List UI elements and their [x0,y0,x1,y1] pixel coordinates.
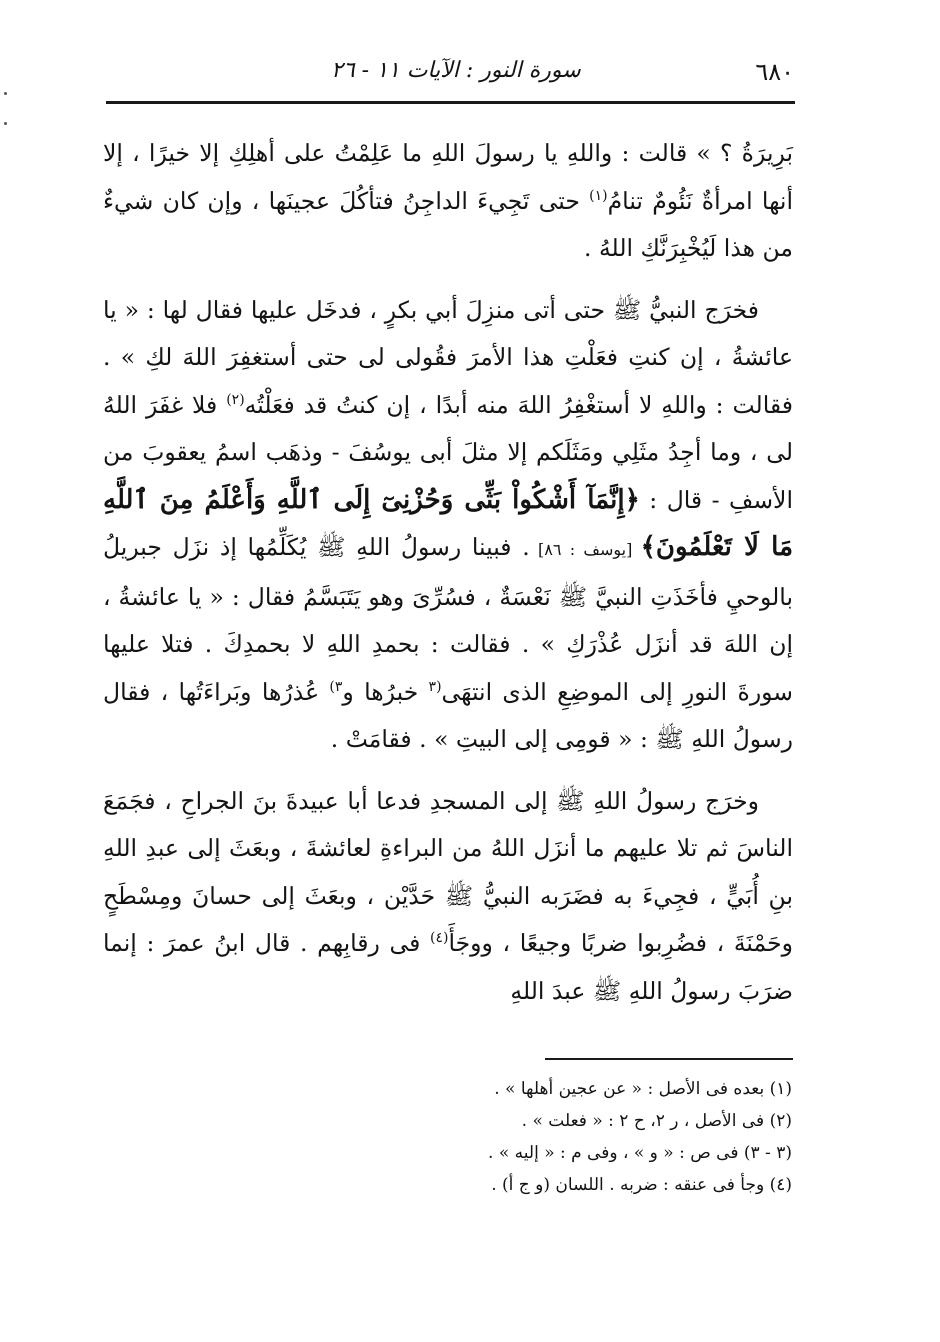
paragraph-1: بَرِيرَةُ ؟ » قالت : واللهِ يا رسولَ اللهِ ما عَلِمْتُ على أهلِكِ إلا خيرًا ، إلا أنها امرأةٌ نَئُومٌ تنامُ$^{(١)}$ حتى تَجِيءَ الداجِنُ فتأكُلَ عجينَها ، وإن كان شيءٌ من هذا لَيُخْبِرَنَّكِ اللهُ . [103,139,793,262]
footnote-4: (٤) وجأ فى عنقه : ضربه . اللسان (و ج أ) . [491,1175,792,1195]
scan-speck [4,122,7,125]
footnote-ref-1: (١) [589,187,608,204]
footnote-1: (١) بعده فى الأصل : « عن عجين أهلها » . [494,1079,792,1099]
main-text [103,130,793,1015]
header-rule [106,101,795,104]
footnote-ref-4: (٤) [430,930,449,947]
footnotes [300,1073,792,1201]
footnote-2: (٢) فى الأصل ، ر ٢، ح ٢ : « فعلت » . [521,1111,792,1131]
verse-reference: [يوسف : ٨٦] [529,540,641,559]
running-title: سورة النور : الآيات ١١ - ٢٦ [331,58,581,83]
page-header [106,52,794,92]
paragraph-3: وخرَج رسولُ اللهِ ﷺ إلى المسجدِ فدعا أبا عبيدةَ بنَ الجراحِ ، فجَمَعَ الناسَ ثم تلا عليهم ما أنزَل اللهُ من البراءةِ لعائشةَ ، وبعَثَ إلى عبدِ اللهِ بنِ أُبَيٍّ ، فجِيءَ به فضَرَبه النبيُّ ﷺ حَدَّيْن ، وبعَثَ إلى حسانَ ومِسْطَحٍ وحَمْنَةَ ، فضُرِبوا ضربًا وجيعًا ، ووجَأَ$^{(٤)}$ فى رقابِهم . قال ابنُ عمرَ : إنما ضرَبَ رسولُ اللهِ ﷺ عبدَ اللهِ [103,786,793,1005]
scan-speck [4,92,7,95]
footnote-ref-3a: (٣ [428,678,442,695]
footnote-3: (٣ - ٣) فى ص : « و » ، وفى م : « إليه » . [488,1143,792,1163]
footnote-ref-2: (٢) [226,391,245,408]
paragraph-2: فخرَج النبيُّ ﷺ حتى أتى منزِلَ أبي بكرٍ ، فدخَل عليها فقال لها : « يا عائشةُ ، إن كنتِ فعَلْتِ هذا الأمرَ فقُولى لى حتى أستغفِرَ اللهَ لكِ » . فقالت : واللهِ لا أستغْفِرُ اللهَ منه أبدًا ، إن كنتُ قد فعَلْتُه$^{(٢)}$ فلا غفَرَ اللهُ لى ، وما أجِدُ مثَلِي ومَثَلَكم إلا مثلَ أبى يوسُفَ - وذهَب اسمُ يعقوبَ من الأسفِ - قال : ﴿إِنَّمَآ أَشْكُواْ بَثِّى وَحُزْنِىٓ إِلَى ٱللَّهِ وَأَعْلَمُ مِنَ ٱللَّهِ مَا لَا تَعْلَمُونَ﴾ [يوسف : ٨٦] . فبينا رسولُ اللهِ ﷺ يُكَلِّمُها إذ نزَل جبريلُ بالوحيِ فأخَذَتِ النبيَّ ﷺ نَعْسَةٌ ، فسُرِّىَ وهو يَتَبَسَّمُ فقال : « يا عائشةُ ، إن اللهَ قد أنزَل عُذْرَكِ » . فقالت : بحمدِ اللهِ لا بحمدِكَ . فتلا عليها سورةَ النورِ إلى الموضِعِ الذى انتهَى$^{(٣}$ خبرُها و$^{٣)}$ عُذرُها وبَراءَتُها ، فقال رسولُ اللهِ ﷺ : « قومِى إلى البيتِ » . فقامَتْ . [103,295,794,753]
page-number: ٦٨٠ [755,58,794,86]
footnote-ref-3b: ٣) [329,678,343,695]
footnote-rule [545,1058,793,1060]
quran-verse: ﴿إِنَّمَآ أَشْكُواْ بَثِّى وَحُزْنِىٓ إِلَى ٱللَّهِ وَأَعْلَمُ مِنَ ٱللَّهِ مَا لَا تَعْلَمُونَ﴾ [103,484,794,562]
